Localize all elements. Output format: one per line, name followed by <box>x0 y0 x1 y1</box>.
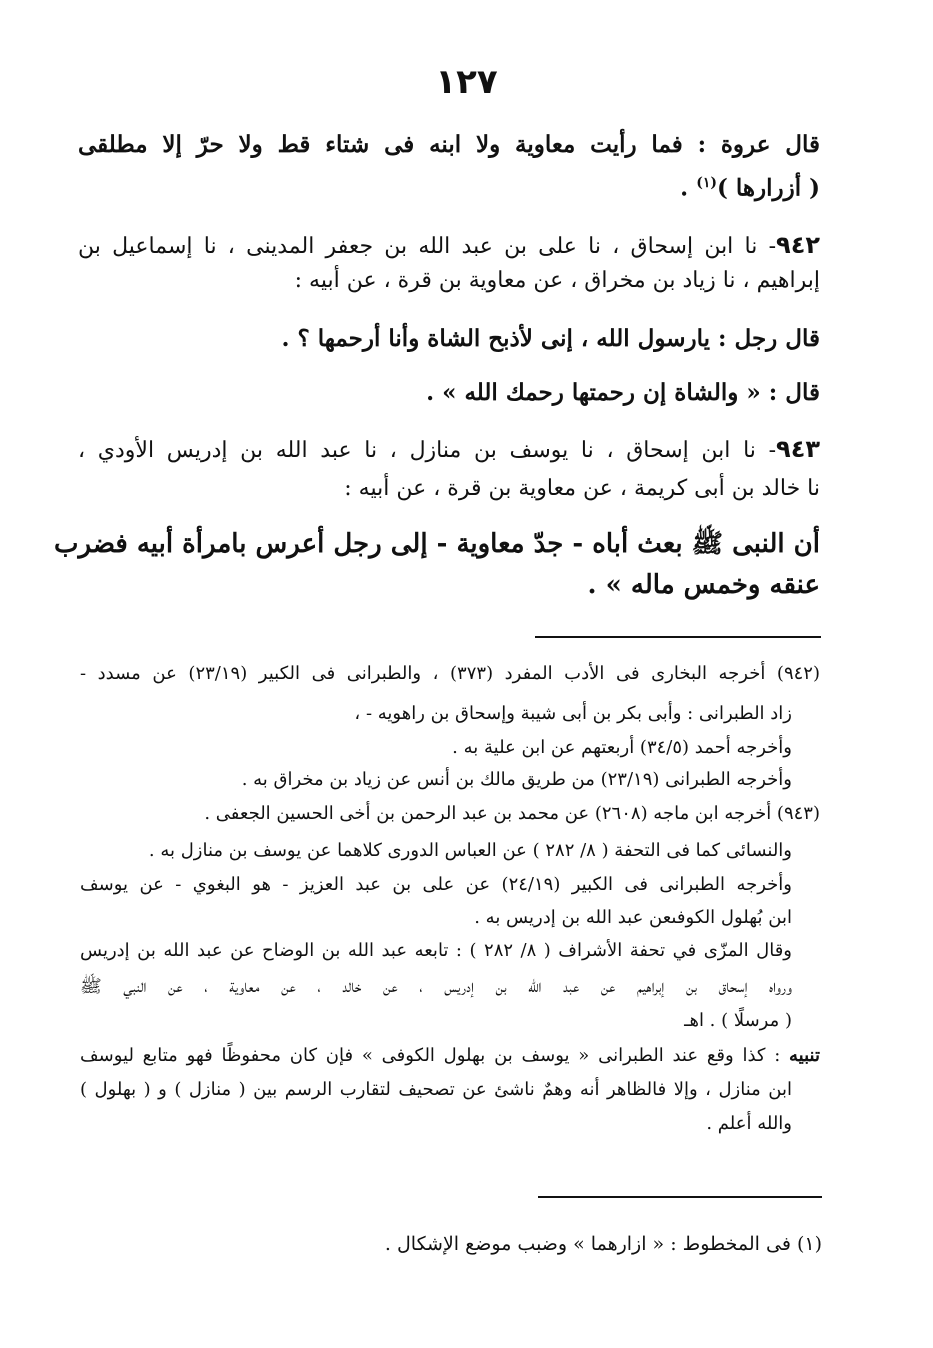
note-943-line-1-text: (٩٤٣) أخرجه ابن ماجه (٢٦٠٨) عن محمد بن عبد الرحمن بن أخى الحسين الجعفى . <box>204 803 820 824</box>
hadith-941-line-1-text: قال عروة : فما رأيت معاوية ولا ابنه فى شتاء قط ولا حرّ إلا مطلقى <box>78 131 820 158</box>
hadith-942-isnad-2-text: إبراهيم ، نا زياد بن مخراق ، عن معاوية بن قرة ، عن أبيه : <box>294 268 820 293</box>
hadith-941-line-2 <box>78 166 820 206</box>
footnote-separator-rule <box>538 1196 822 1198</box>
hadith-943-isnad-line-1 <box>78 432 820 468</box>
hadith-943-matn-1-text: أن النبى ﷺ بعث أباه - جدّ معاوية - إلى رجل أعرس بامرأة أبيه فضرب <box>54 529 820 559</box>
hadith-943-isnad-1-text: - نا ابن إسحاق ، نا يوسف بن منازل ، نا عبد الله بن إدريس الأودي ، <box>78 438 777 463</box>
note-942-line-2-text: زاد الطبرانى : وأبى بكر بن أبى شيبة وإسحاق بن راهويه - ، <box>354 703 792 724</box>
hadith-942-matn-1-text: قال رجل : يارسول الله ، إنى لأذبح الشاة وأنا أرحمها ؟ . <box>281 325 820 352</box>
note-943-line-6-text: ورواه إسحاق بن إبراهيم عن عبد الله بن إدريس ، عن خالد ، عن معاوية ، عن النبي ﷺ <box>80 976 792 997</box>
note-943-line-3-text: وأخرجه الطبرانى فى الكبير (٢٤/١٩) عن على بن عبد العزيز - هو البغوي - عن يوسف <box>80 874 792 895</box>
hadith-941-line-2-text: ( أزرارها ) <box>716 174 820 202</box>
footnote-ref-1: (١) <box>696 175 717 191</box>
note-942-line-1 <box>80 660 820 688</box>
hadith-941-line-2-end: . <box>680 174 697 202</box>
hadith-941-line-1 <box>78 128 820 162</box>
hadith-943-matn-line-1 <box>54 525 820 563</box>
note-943-line-1 <box>80 800 820 828</box>
note-942-line-4-text: وأخرجه الطبرانى (٢٣/١٩) من طريق مالك بن أنس عن زياد بن مخراق به . <box>241 769 792 790</box>
note-943-line-5 <box>80 937 792 965</box>
note-943-line-6 <box>80 973 792 1001</box>
hadith-943-matn-2-text: عنقه وخمس ماله » . <box>587 570 820 600</box>
note-943-line-2 <box>80 837 792 865</box>
note-943-line-4 <box>80 904 792 932</box>
page-number: ١٢٧ <box>435 62 498 102</box>
hadith-942-matn-2-text: قال : « والشاة إن رحمتها رحمك الله » . <box>426 379 820 406</box>
note-942-line-3 <box>80 734 792 762</box>
tanbih-label: تنبيه <box>789 1045 820 1066</box>
note-943-line-4-text: ابن بُهلول الكوفىعن عبد الله بن إدريس به . <box>474 907 792 928</box>
note-943-line-2-text: والنسائى كما فى التحفة ( ٨/ ٢٨٢ ) عن العباس الدورى كلاهما عن يوسف بن منازل به . <box>148 840 792 861</box>
hadith-943-isnad-line-2 <box>78 472 820 506</box>
hadith-942-number: ٩٤٢ <box>776 231 820 259</box>
tanbih-line-2-text: ابن منازل ، وإلا فالظاهر أنه وهمٌ ناشئ عن تصحيف لتقارب الرسم بين ( منازل ) و ( بهلول ) <box>80 1079 792 1100</box>
hadith-942-isnad-1-text: - نا ابن إسحاق ، نا على بن عبد الله بن جعفر المدينى ، نا إسماعيل بن <box>78 234 777 259</box>
hadith-943-matn-line-2 <box>78 566 820 604</box>
note-943-line-3 <box>80 871 792 899</box>
note-942-line-1-text: (٩٤٢) أخرجه البخارى فى الأدب المفرد (٣٧٣) ، والطبرانى فى الكبير (٢٣/١٩) عن مسدد - <box>80 663 820 684</box>
tanbih-line-1 <box>80 1042 820 1070</box>
note-942-line-3-text: وأخرجه أحمد (٣٤/٥) أربعتهم عن ابن علية به . <box>452 737 792 758</box>
hadith-942-isnad-line-1 <box>78 228 820 264</box>
hadith-942-isnad-line-2 <box>78 264 820 298</box>
tanbih-line-3 <box>80 1110 792 1138</box>
hadith-942-matn-line-1 <box>78 322 820 356</box>
tanbih-line-3-text: والله أعلم . <box>706 1113 792 1134</box>
footnote-1 <box>80 1230 822 1258</box>
footnote-1-text: (١) فى المخطوط : « ازارهما » وضبب موضع الإشكال . <box>384 1233 822 1255</box>
hadith-943-number: ٩٤٣ <box>776 435 820 463</box>
hadith-943-isnad-2-text: نا خالد بن أبى كريمة ، عن معاوية بن قرة ، عن أبيه : <box>344 476 820 501</box>
note-943-line-7 <box>80 1007 792 1035</box>
notes-separator-rule <box>535 636 821 638</box>
note-942-line-2 <box>80 700 792 728</box>
note-942-line-4 <box>80 766 792 794</box>
tanbih-line-1-text: : كذا وقع عند الطبرانى « يوسف بن بهلول الكوفى » فإن كان محفوظًا فهو متابع ليوسف <box>80 1045 790 1066</box>
note-943-line-7-text: ( مرسلًا ) . اهـ <box>684 1010 792 1031</box>
hadith-942-matn-line-2 <box>78 376 820 410</box>
tanbih-line-2 <box>80 1076 792 1104</box>
note-943-line-5-text: وقال المزّى في تحفة الأشراف ( ٨/ ٢٨٢ ) : تابعه عبد الله بن الوضاح عن عبد الله بن إدريس <box>80 940 792 961</box>
